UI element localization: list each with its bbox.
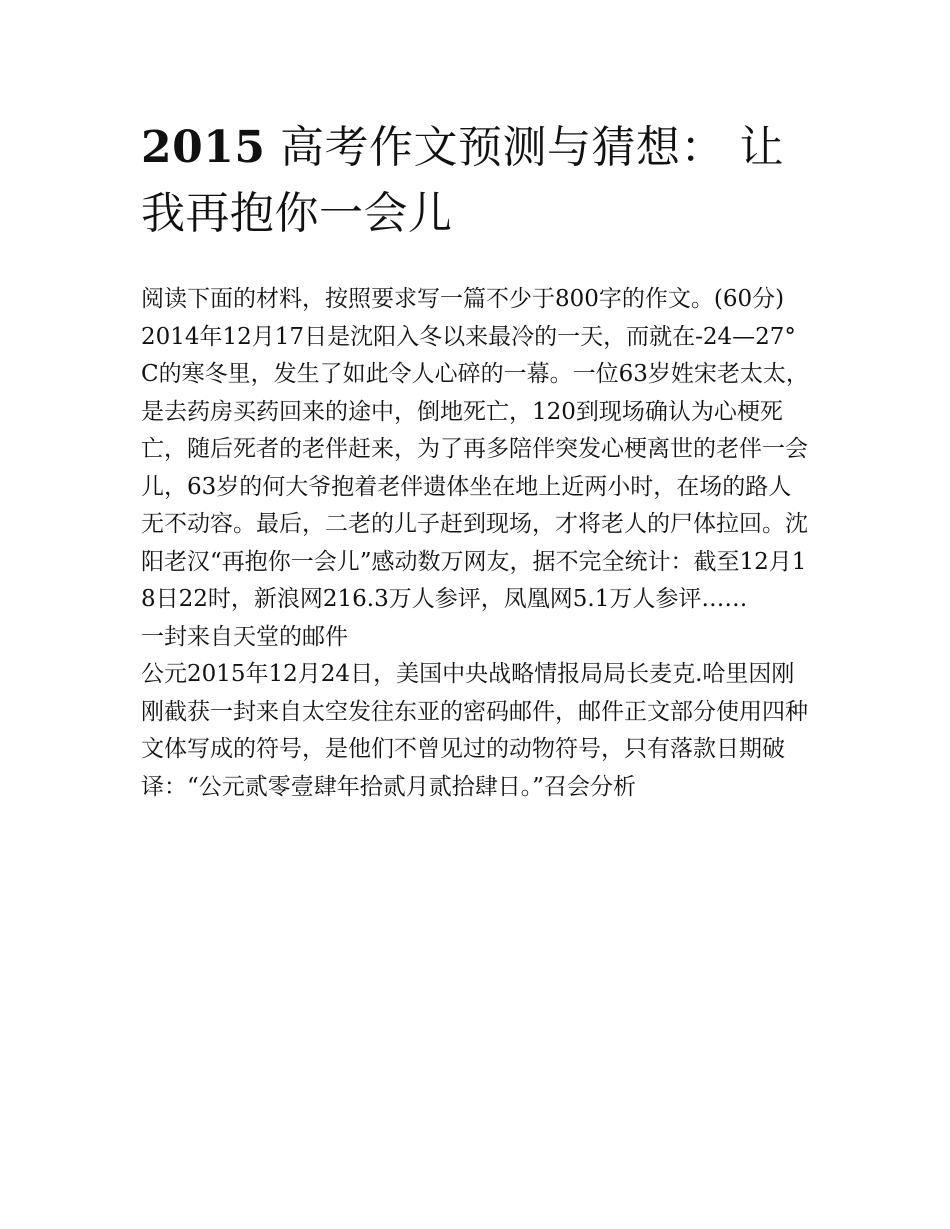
title-text: 高考作文预测与猜想： 让我再抱你一会儿 — [141, 122, 784, 239]
title-year: 2015 — [141, 122, 266, 173]
paragraph-email-story: 公元2015年12月24日，美国中央战略情报局局长麦克.哈里因刚刚截获一封来自太空发往东亚的密码邮件，邮件正文部分使用四种文体写成的符号，是他们不曾见过的动物符号，只有落款日期破译：“公元贰零壹肆年拾贰月贰拾肆日。”召会分析 — [141, 661, 808, 800]
section-heading: 一封来自天堂的邮件 — [141, 623, 348, 650]
paragraph-material: 2014年12月17日是沈阳入冬以来最冷的一天，而就在-24—27°C的寒冬里，发生了如此令人心碎的一幕。一位63岁姓宋老太太，是去药房买药回来的途中，倒地死亡，120到现场确认为心梗死亡，随后死者的老伴赶来，为了再多陪伴突发心梗离世的老伴一会儿，63岁的何大爷抱着老伴遗体坐在地上近两小时，在场的路人无不动容。最后，二老的儿子赶到现场，才将老人的尸体拉回。沈阳老汉“再抱你一会儿”感动数万网友，据不完全统计：截至12月18日22时，新浪网216.3万人参评，凤凰网5.1万人参评…… — [141, 323, 809, 612]
paragraph-instructions: 阅读下面的材料，按照要求写一篇不少于800字的作文。(60分) — [141, 286, 785, 312]
document-title — [141, 115, 813, 247]
document-page — [141, 115, 813, 806]
